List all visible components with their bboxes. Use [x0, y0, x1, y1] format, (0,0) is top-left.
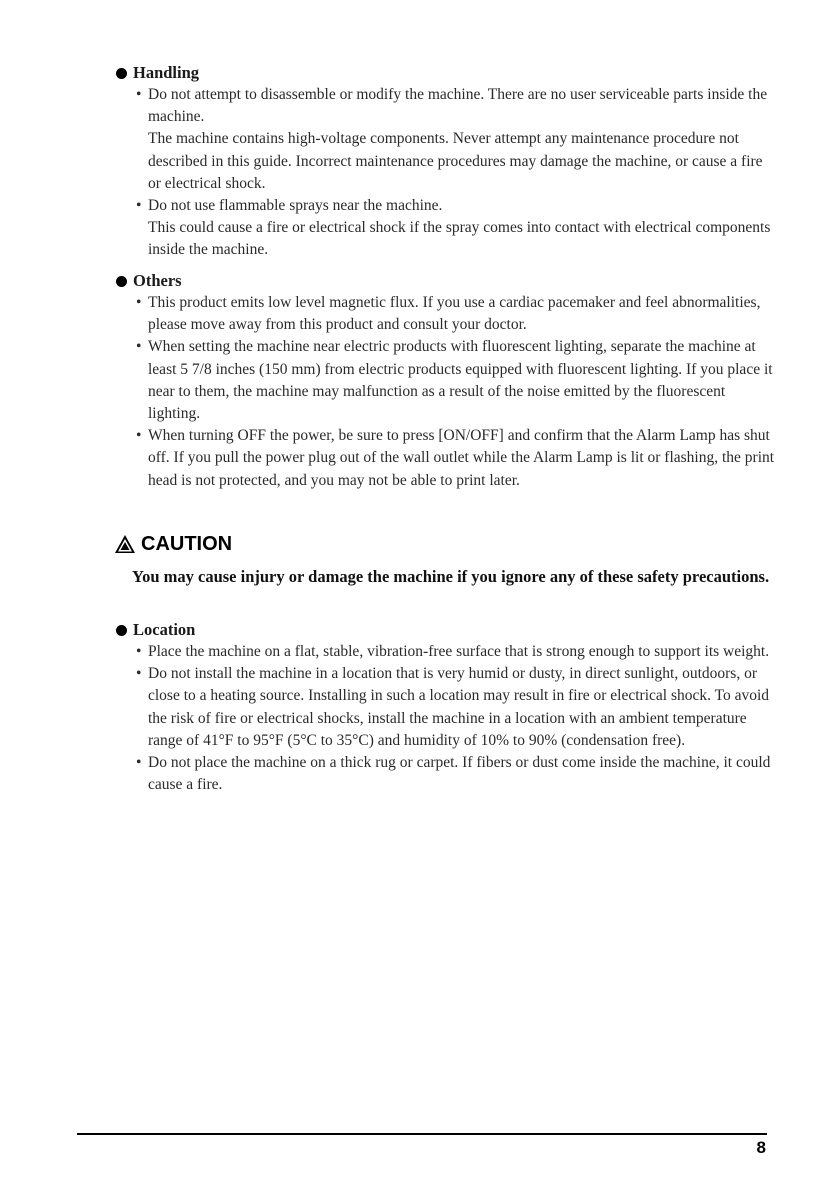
bullet-dot-icon: [116, 625, 127, 636]
caution-heading: [114, 532, 232, 556]
warning-triangle-icon: [114, 534, 136, 554]
list-item: [136, 84, 776, 195]
item-text: • Place the machine on a flat, stable, vibration-free surface that is strong enough to support its weight.: [148, 643, 770, 660]
list-item: [136, 292, 776, 336]
location-list: [116, 641, 776, 796]
list-item: [136, 195, 776, 262]
section-handling: [116, 62, 776, 262]
others-heading-text: Others: [133, 271, 182, 290]
item-text: • This product emits low level magnetic flux. If you use a cardiac pacemaker and feel abnormalities, please move away from this product and consult your doctor.: [148, 294, 761, 334]
section-location: [116, 619, 776, 796]
item-text: The machine contains high-voltage components. Never attempt any maintenance procedure not described in this guide. Incorrect maintenance procedures may damage the machine, or cause a fire or electrical shock.: [148, 130, 763, 192]
list-item: [136, 663, 776, 752]
section-heading-others: [116, 270, 776, 292]
bullet-dot-icon: [116, 68, 127, 79]
item-text: • Do not place the machine on a thick rug or carpet. If fibers or dust come inside the machine, it could cause a fire.: [148, 754, 771, 794]
page-number: 8: [756, 1138, 766, 1157]
list-item: [136, 641, 776, 663]
item-text: • When turning OFF the power, be sure to press [ON/OFF] and confirm that the Alarm Lamp has shut off. If you pull the power plug out of the wall outlet while the Alarm Lamp is lit or flashing, the print head is not protected, and you may not be able to print later.: [148, 427, 775, 489]
section-others: [116, 270, 776, 492]
caution-lead-text: You may cause injury or damage the machine if you ignore any of these safety precautions.: [132, 567, 770, 586]
handling-heading-text: Handling: [133, 63, 200, 82]
item-text: This could cause a fire or electrical shock if the spray comes into contact with electrical components inside the machine.: [148, 219, 771, 259]
list-item: [136, 336, 776, 425]
footer-divider: [77, 1133, 767, 1135]
location-heading-text: Location: [133, 620, 196, 639]
item-text: • Do not use flammable sprays near the machine.: [148, 197, 443, 215]
others-list: [116, 292, 776, 492]
caution-title: CAUTION: [141, 533, 233, 555]
section-heading-handling: [116, 62, 776, 84]
section-heading-location: [116, 619, 776, 641]
handling-list: [116, 84, 776, 262]
list-item: [136, 752, 776, 796]
bullet-dot-icon: [116, 276, 127, 287]
list-item: [136, 425, 776, 492]
item-text: • Do not attempt to disassemble or modify the machine. There are no user serviceable parts inside the machine.: [148, 86, 768, 126]
item-text: • When setting the machine near electric products with fluorescent lighting, separate the machine at least 5 7/8 inches (150 mm) from electric products equipped with fluorescent lighting. If you place it near to them, the machine may malfunction as a result of the noise emitted by the fluorescent lighting.: [148, 338, 773, 423]
item-text: • Do not install the machine in a location that is very humid or dusty, in direct sunlight, outdoors, or close to a heating source. Installing in such a location may result in fire or electrical shock. To avoid the risk of fire or electrical shocks, install the machine in a location with an ambient temperature range of 41°F to 95°F (5°C to 35°C) and humidity of 10% to 90% (condensation free).: [148, 665, 770, 749]
